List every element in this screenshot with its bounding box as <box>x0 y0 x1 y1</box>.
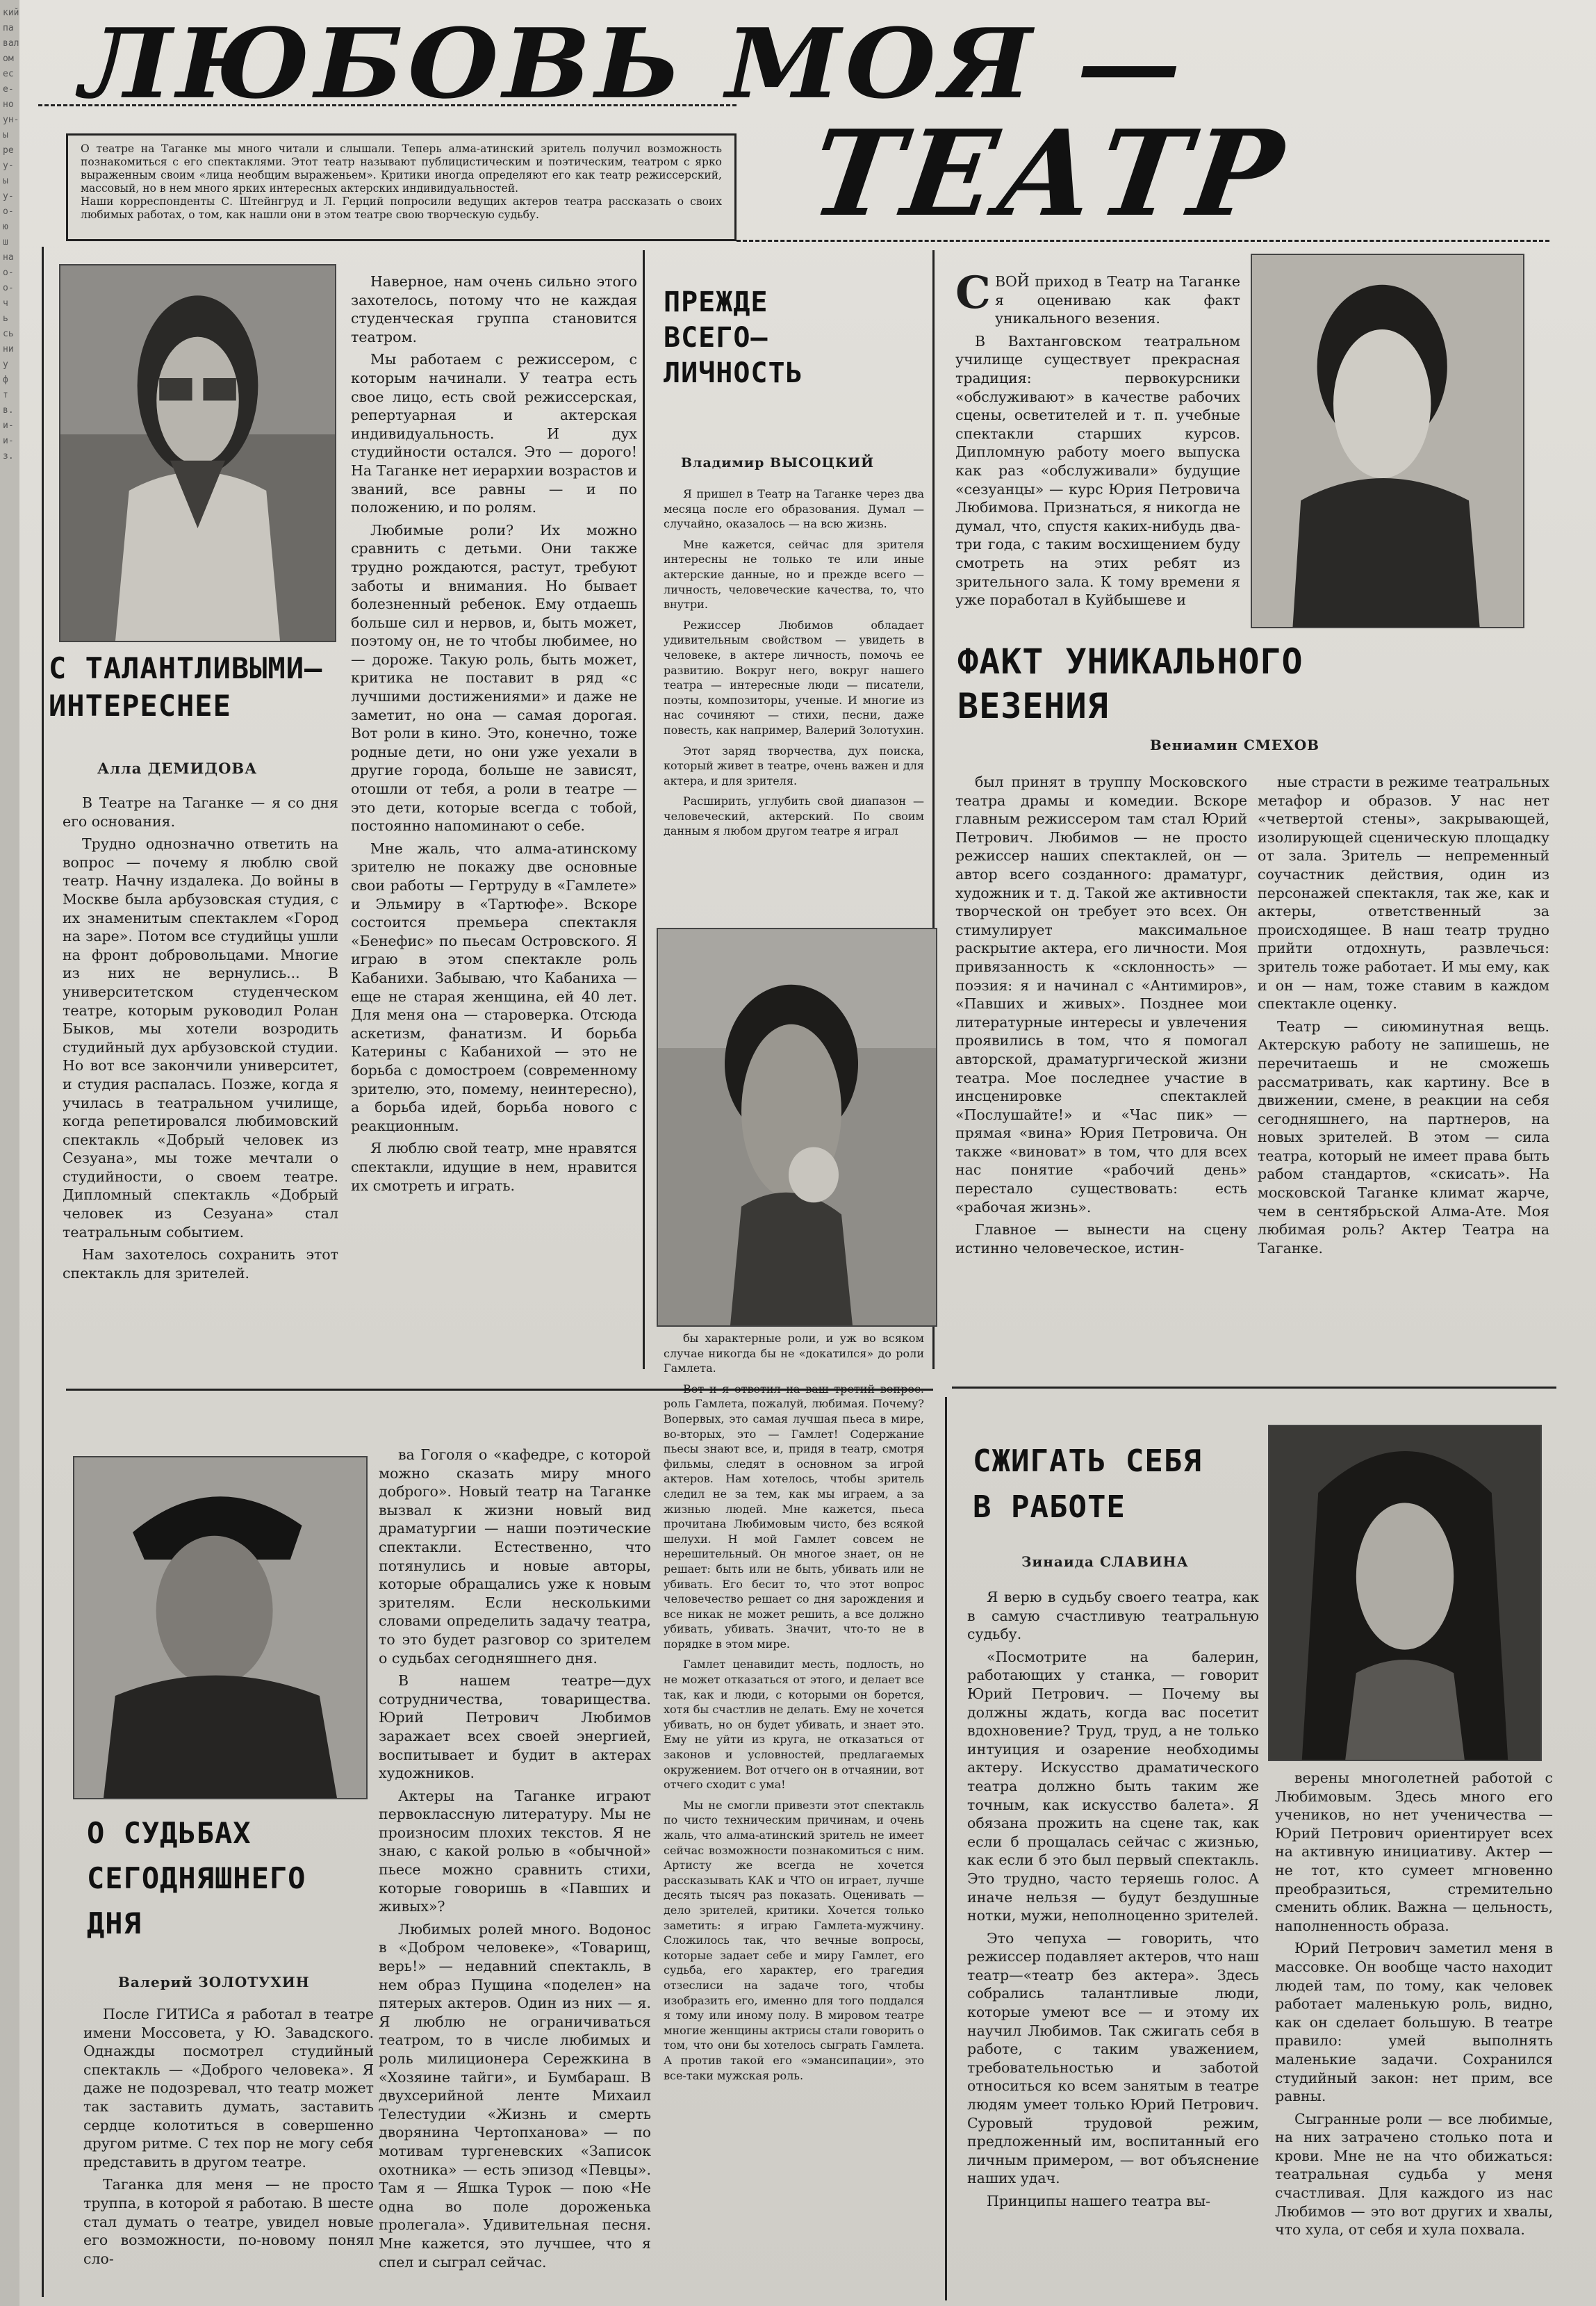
edge-fragment: но <box>3 99 14 110</box>
paragraph: Гамлет ценавидит месть, подлость, но не может отказаться от этого, и делает все так, как и люди, с которыми он борется, хотя бы счастлив не делать. Ему не хочется убивать, но он будет убивать, и знает это. Ему не уйти из круга, не отказаться от законов и условностей, предлагаемых окружением. Вот отчего он в отчаянии, вот отчего сходит с ума! <box>664 1658 924 1792</box>
edge-fragment: з. <box>3 451 14 461</box>
paragraph: В Театре на Таганке — я со дня его основания. <box>63 794 338 830</box>
article-column-smekhov-1 <box>955 773 1247 1377</box>
paragraph: Главное — вынести на сцену истинно человеческое, истин- <box>955 1221 1247 1257</box>
paragraph: Это чепуха — говорить, что режиссер подавляет актеров, что наш театр—«театр без актера». Здесь собрались талантливые люди, которые умеют все — и этому их научил Любимов. Так сжигать себя в работе, с таким уважением, требовательностью и заботой относиться ко всем занятым в театре людям умеет только Юрий Петрович. Суровый трудовой режим, предложенный им, воспитанный его личным примером, — вот объяснение наших удач. <box>967 1929 1259 2187</box>
paragraph: Мы работаем с режиссером, с которым начинали. У театра есть свое лицо, есть свой режиссерская, репертуарная и актерская индивидуальность. И дух студийности остался. Это — дорого! На Таганке нет иерархии возрастов и званий, все равны — и по положению, и по ролям. <box>351 351 637 516</box>
paragraph: верены многолетней работой с Любимовым. Здесь много его учеников, но нет ученичества — Юрий Петрович ориентирует всех на активную инициативу. Актер — не тот, кто сумеет мгновенно преобразиться, стремительно сменить облик. Важна — цельность, наполненность образа. <box>1275 1769 1553 1934</box>
paragraph: Принципы нашего театра вы- <box>987 2193 1211 2209</box>
article-title-zolotukhin: О СУДЬБАХ СЕГОДНЯШНЕГО ДНЯ <box>87 1816 306 1941</box>
article-column-vysotsky-2 <box>664 1331 924 2297</box>
paragraph: Я пришел в Театр на Таганке через два месяца после его образования. Думал — случайно, оказалось — на всю жизнь. <box>664 487 924 531</box>
column-rule <box>945 1397 947 2300</box>
paragraph: ные страсти в режиме театральных метафор и образов. У нас нет «четвертой стены», закрывающей, изолирующей сценическую площадку от зала. Зритель — непременный соучастник действия, один из персонажей спектакля, так же, как и актеры, ответственный за происходящее. В наш театр трудно прийти отдохнуть, развлечься: зритель тоже работает. И мы ему, как и он — нам, тоже ставим в каждом спектакле оценку. <box>1258 774 1549 1013</box>
paragraph: Мне кажется, сейчас для зрителя интересны не только те или иные актерские данные, но и прежде всего — личность, человеческие качества, то, что внутри. <box>664 537 924 612</box>
paragraph: Мы не смогли привезти этот спектакль по чисто техническим причинам, и очень жаль, что алма-атинский зритель не имеет сейчас возможности познакомиться с ним. Артисту же всегда не хочется рассказывать КАК и ЧТО он играет, лучше десять тысяч раз показать. Оценивать — дело зрителей, критики. Хочется только заметить: я играю Гамлета-мужчину. Сложилось так, что вечные вопросы, которые задает себе и миру Гамлет, его судьба, его характер, его трагедия отзеслиси на задаче того, чтобы изобразить его, именно для того поддался я тому или иному полу. В мировом театре многие женщины актрисы стали говорить о том, что они бы хотелось сыграть Гамлета. А против такой его «эмансипации», это все-таки мужская роль. <box>664 1798 924 2082</box>
article-column-demidova-1 <box>63 794 338 1377</box>
paragraph: Таганка для меня — не просто труппа, в которой я работаю. В шесте стал думать о театре, увидел новые его возможности, по-новому понял сло- <box>83 2176 374 2267</box>
paragraph: Вот и я ответил на ваш третий вопрос. роль Гамлета, пожалуй, любимая. Почему? Вопервых, это самая лучшая пьеса в мире, во-вторых, это — Гамлет! Содержание пьесы знают все, и, придя в театр, смотря фильмы, следят в основном за игрой актеров. Нам хотелось, чтобы зритель следил не за тем, как мы играем, а за жизнью людей. Мне кажется, пьеса прочитана Любимовым чисто, без всякой шелухи. Н мой Гамлет совсем не нерешительный. Он многое знает, он не решает: быть или не быть, убивать или не убивать. Его бесит то, что этот вопрос человечество решает со дня зарождения и все никак не может решить, а все должно убивать, убивать. Значит, что-то не в порядке в этом мире. <box>664 1382 924 1651</box>
edge-fragment: на <box>3 252 14 263</box>
portrait-photo-vysotsky <box>657 928 937 1327</box>
introduction-text: О театре на Таганке мы много читали и слышали. Теперь алма-атинский зритель получил возможность познакомиться с его спектаклями. Этот театр называют публицистическим и поэтическим, театром с ярко выраженным своим «лица необщим выраженьем». Критики иногда определяют его как театр режиссерский, массовый, но в нем много ярких интересных актерских индивидуальностей. Наши корреспонденты С. Штейнгруд и Л. Герций попросили ведущих актеров театра рассказать о своих любимых работах, о том, как нашли они в этом театре свою творческую судьбу. <box>81 142 722 221</box>
article-column-demidova-2 <box>351 272 637 1377</box>
edge-fragment: ни <box>3 344 14 354</box>
article-title-vysotsky: ПРЕЖДЕ ВСЕГО— ЛИЧНОСТЬ <box>664 286 803 390</box>
article-title-demidova: С ТАЛАНТЛИВЫМИ— ИНТЕРЕСНЕЕ <box>49 651 323 723</box>
paragraph <box>955 272 1240 328</box>
edge-fragment: у- <box>3 191 14 202</box>
paragraph: В Вахтанговском театральном училище существует прекрасная традиция: первокурсники «обслуживают» в качестве рабочих сцены, осветителей и т. п. учебные спектакли старших курсов. Дипломную работу моего выпуска как раз «обслуживали» будущие «сезуанцы» — курс Юрия Петровича Любимова. Признаться, я никогда не думал, что, спустя каких-нибудь два-три года, с таким восхищением буду смотреть на этих ребят из зрительного зала. К тому времени я уже поработал в Куйбышеве и <box>955 332 1240 609</box>
portrait-photo-smekhov <box>1251 254 1524 628</box>
paragraph: Любимых ролей много. Водонос в «Добром человеке», «Товарищ, верь!» — недавний спектакль, в нем образ Пущина «поделен» на пятерых актеров. Один из них — я. Я люблю не ограничиваться театром, то в числе любимых и роль милиционера Сережкина в «Хозяине тайги», и Бумбараш. В двухсерийной ленте Михаил Телестудии «Жизнь и смерть дворянина Чертопханова» — по мотивам тургеневских «Записок охотника» — есть эпизод «Певцы». Там я — Яшка Турок — пою «Не одна во поле дороженька пролегала». Удивительная песня. Мне кажется, это лучшее, что я спел и сыграл сейчас. <box>379 1920 651 2271</box>
edge-fragment: о- <box>3 268 14 278</box>
edge-fragment: па <box>3 23 14 33</box>
article-column-slavina-1 <box>967 1588 1259 2297</box>
paragraph: Этот заряд творчества, дух поиска, который живет в театре, очень важен и для актера, и для зрителя. <box>664 744 924 787</box>
headline-dashed-frame <box>737 240 1549 242</box>
edge-fragment: о- <box>3 206 14 217</box>
portrait-photo-demidova <box>59 264 336 642</box>
paragraph: «Посмотрите на балерин, работающих у станка, — говорит Юрий Петрович. — Почему вы должны ждать, когда вас посетит вдохновение? Труд, труд, а не только интуиция и озарение необходимы актеру. Искусство драматического театра должно быть таким же точным, как искусство балета». Я обязана прожить на сцене так, как если б прощалась сейчас с жизнью, как если б это был первый спектакль. Это трудно, часто теряешь голос. А иначе нельзя — будут бездушные нотки, мужи, неполноценно зрителей. <box>967 1648 1259 1924</box>
edge-fragment: и- <box>3 420 14 431</box>
main-headline-line-2: ТЕАТР <box>803 104 1294 243</box>
author-demidova: Алла ДЕМИДОВА <box>97 760 258 777</box>
author-vysotsky: Владимир ВЫСОЦКИЙ <box>681 455 875 471</box>
paragraph: Я верю в судьбу своего театра, как в самую счастливую театральную судьбу. <box>967 1589 1259 1643</box>
article-column-vysotsky-1 <box>664 486 924 917</box>
paragraph: В нашем театре—дух сотрудничества, товарищества. Юрий Петрович Любимов заражает всех своей энергией, воспитывает и будит в актерах художников. <box>379 1672 651 1782</box>
paragraph: Я люблю свой театр, мне нравятся спектакли, идущие в нем, нравится их смотреть и играть. <box>351 1140 637 1194</box>
edge-fragment: ом <box>3 54 14 64</box>
paragraph: Наверное, нам очень сильно этого захотелось, потому что не каждая студенческая группа становится театром. <box>351 273 637 345</box>
edge-fragment: ю <box>3 222 8 232</box>
article-column-zolotukhin-2 <box>379 1446 651 2297</box>
article-column-zolotukhin-1 <box>83 2005 374 2297</box>
edge-fragment: у <box>3 359 8 370</box>
edge-fragment: сь <box>3 329 14 339</box>
paragraph: После ГИТИСа я работал в театре имени Моссовета, у Ю. Завадского. Однажды посмотрел студийный спектакль — «Доброго человека». Я даже не подозревал, что театр может так заставить думать, заставить сердце колотиться в совершенно другом ритме. С тех пор не могу себя представить в другом театре. <box>83 2006 374 2170</box>
paragraph: Мне жаль, что алма-атинскому зрителю не покажу две основные свои работы — Гертруду в «Гамлете» и Эльмиру в «Тартюфе». Вскоре состоится премьера спектакля «Бенефис» по пьесам Островского. Я играю в этом спектакле роль Кабанихи. Забываю, что Кабаниха — еще не старая женщина, ей 40 лет. Для меня она — староверка. Отсюда аскетизм, фанатизм. И борьба Катерины с Кабанихой — это не борьба с домостроем (современному зрителю, это, помему, неинтересно), а борьба идей, борьба нового с реакционным. <box>351 840 637 1134</box>
edge-fragment: ы <box>3 130 8 140</box>
edge-fragment: и- <box>3 436 14 446</box>
paragraph: Сыгранные роли — все любимые, на них затрачено столько пота и крови. Мне не на что обижаться: театральная судьба у меня счастливая. Для каждого из нас Любимов — это вот других и хвалы, что хула, от себя и хула похвала. <box>1275 2110 1553 2239</box>
paragraph: ва Гоголя о «кафедре, с которой можно сказать миру много доброго». Новый театр на Таганке вызвал к жизни новый вид драматургии — наши поэтические спектакли. Естественно, что потянулись и новые авторы, которые обращались уже к новым зрителям. Если несколькими словами определить задачу театра, то это будет разговор со зрителем о судьбах сегодняшнего дня. <box>379 1446 651 1667</box>
edge-fragment: у- <box>3 161 14 171</box>
portrait-photo-zolotukhin <box>73 1456 368 1799</box>
torn-edge-adjacent-column <box>0 0 19 2306</box>
drop-cap: С <box>955 272 991 319</box>
author-slavina: Зинаида СЛАВИНА <box>1021 1553 1189 1570</box>
column-rule <box>643 250 645 1369</box>
edge-fragment: вал <box>3 38 19 49</box>
edge-fragment: ре <box>3 145 14 156</box>
introduction-box <box>66 133 737 241</box>
edge-fragment: е- <box>3 84 14 95</box>
main-headline-line-1: ЛЮБОВЬ МОЯ — <box>80 8 1185 120</box>
paragraph: бы характерные роли, и уж во всяком случае никогда бы не «докатился» до роли Гамлета. <box>664 1332 924 1375</box>
edge-fragment: т <box>3 390 8 400</box>
paragraph: Нам захотелось сохранить этот спектакль для зрителей. <box>63 1246 338 1282</box>
edge-fragment: ы <box>3 176 8 186</box>
paragraph: Юрий Петрович заметил меня в массовке. Он вообще часто находит людей там, по тому, как человек работает маленькую роль, видно, как он сделает большую. В театре правило: умей выполнять маленькие задачи. Сохранился студийный закон: нет прим, все равны. <box>1275 1940 1553 2105</box>
author-zolotukhin: Валерий ЗОЛОТУХИН <box>118 1974 310 1990</box>
section-rule <box>952 1387 1556 1389</box>
section-rule <box>42 247 44 2297</box>
article-column-slavina-2 <box>1275 1769 1553 2297</box>
article-column-smekhov-2 <box>1258 773 1549 1377</box>
portrait-photo-slavina <box>1268 1425 1542 1761</box>
edge-fragment: о- <box>3 283 14 293</box>
article-title-slavina: СЖИГАТЬ СЕБЯ В РАБОТЕ <box>973 1444 1202 1525</box>
paragraph: Трудно однозначно ответить на вопрос — почему я люблю свой театр. Начну издалека. До войны в Москве была арбузовская студия, с их знаменитым спектаклем «Город на заре». Потом все студийцы ушли на фронт добровольцами. Многие из них не вернулись... В университетском студенческом театре, которым руководил Ролан Быков, мы хотели возродить студийный дух арбузовской студии. Но вот все закончили университет, и студия распалась. Позже, когда я училась в театральном училище, когда репетировался любимовский спектакль «Добрый человек из Сезуана», мы тоже мечтали о студийности, о своем театре. Дипломный спектакль «Добрый человек из Сезуана» стал театральным событием. <box>63 835 338 1241</box>
headline-dashed-frame <box>38 104 737 106</box>
edge-fragment: ш <box>3 237 8 247</box>
edge-fragment: ун- <box>3 115 19 125</box>
article-title-smekhov: ФАКТ УНИКАЛЬНОГО ВЕЗЕНИЯ <box>957 641 1303 726</box>
article-intro-smekhov <box>955 272 1240 634</box>
edge-fragment: ь <box>3 313 8 324</box>
edge-fragment: ч <box>3 298 8 309</box>
edge-fragment: в. <box>3 405 14 416</box>
paragraph: Театр — сиюминутная вещь. Актерскую работу не запишешь, не перечитаешь и не сможешь рассматривать, как картину. Все в движении, смене, в реакции на себя сегодняшнего, на партнеров, на новых зрителей. В этом — сила театра, который не имеет права быть рабом стандартов, «скисать». На московской Таганке климат жарче, чем в сентябрьской Алма-Ате. Моя любимая роль? Актер Театра на Таганке. <box>1258 1017 1549 1257</box>
paragraph: Расширить, углубить свой диапазон — человеческий, актерский. По своим данным я любом другом театре я играл <box>664 794 924 838</box>
paragraph-text: ВОЙ приход в Театр на Таганке я оцениваю как факт уникального везения. <box>994 273 1240 327</box>
edge-fragment: ес <box>3 69 14 79</box>
paragraph: был принят в труппу Московского театра драмы и комедии. Вскоре главным режиссером там стал Юрий Петрович. Любимов — не просто режиссер наших спектаклей, он — автор всего созданного: драматург, художник и т. д. Такой же активности творческой он требует это всех. Он стимулирует максимальное раскрытие актера, его личности. Моя привязанность к «склонность» — поэзия: я и начинал с «Антимиров», «Павших и живых». Позднее мои литературные интересы и увлечения проявились в том, что я помогал авторской, драматургической жизни театра. Мое последнее участие в инсценировке спектаклей «Послушайте!» и «Час пик» — прямая «вина» Юрия Петровича. Он также «виноват» в том, что для всех нас понятие «рабочий день» перестало существовать: есть «рабочая жизнь». <box>955 774 1247 1216</box>
paragraph: Режиссер Любимов обладает удивительным свойством — увидеть в человеке, в актере личность, помочь ее развитию. Вокруг него, вокруг нашего театра — интересные люди — писатели, поэты, композиторы, ученые. И многие из нас сочиняют — стихи, песни, даже повесть, как например, Валерий Золотухин. <box>664 618 924 737</box>
edge-fragment: кий <box>3 8 19 18</box>
paragraph: Актеры на Таганке играют первоклассную литературу. Мы не произносим плохих текстов. Я не знаю, с какой ролью в «обычной» пьесе можно сравнить стихи, которые говоришь в «Павших и живых»? <box>379 1787 651 1915</box>
edge-fragment: ф <box>3 375 8 385</box>
author-smekhov: Вениамин СМЕХОВ <box>1150 737 1320 753</box>
paragraph: Любимые роли? Их можно сравнить с детьми. Они также трудно рождаются, растут, требуют заботы и внимания. Но бывает болезненный ребенок. Ему отдаешь больше сил и нервов, и, быть может, поэтому он, не то чтобы любимее, но — дороже. Такую роль, быть может, критика не поставит в ряд «с лучшими достижениями» и даже не заметит, но она — самая дорогая. Вот роли в кино. Это, конечно, тоже родные дети, но они уже уехали в другие города, больше не зависят, отошли от тебя, а роли в театре — это дети, которые всегда с тобой, постоянно напоминают о себе. <box>351 521 637 835</box>
